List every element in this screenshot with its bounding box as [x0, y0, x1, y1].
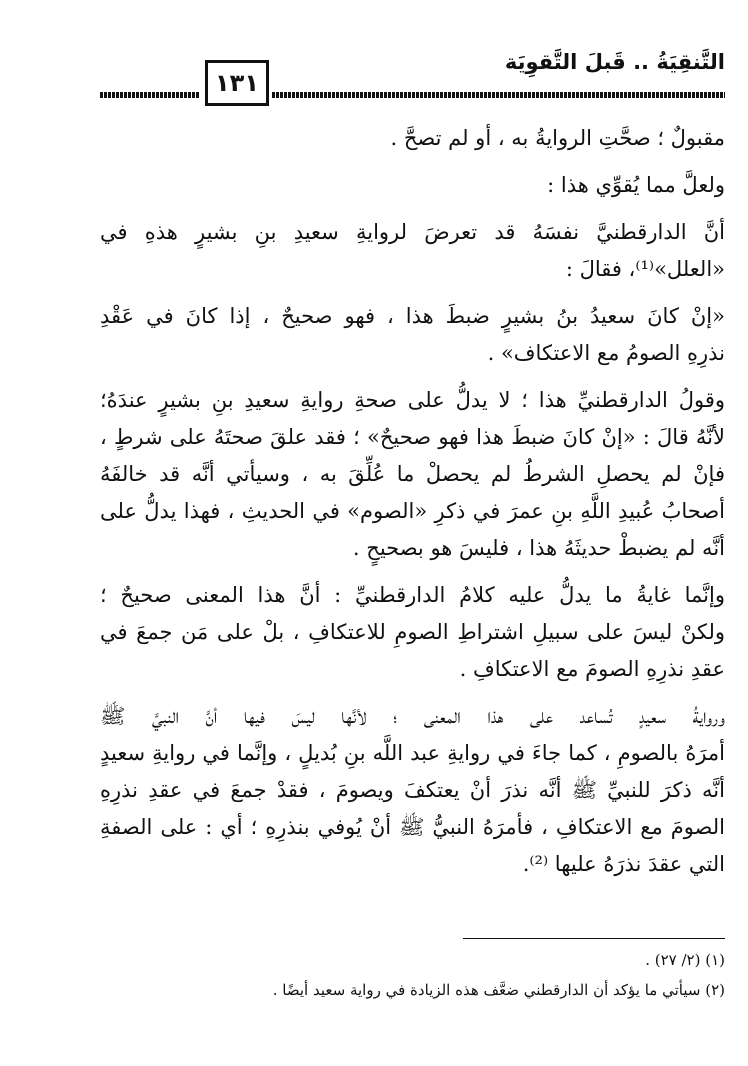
text-line: مقبولٌ ؛ صحَّتِ الروايةُ به ، أو لم تصحَّ . — [390, 126, 725, 150]
text-line: «العلل»⁽¹⁾، فقالَ : — [565, 257, 725, 281]
text-line: أنَّه ذكرَ للنبيِّ ﷺ أنَّه نذرَ أنْ يعتكفَ ويصومَ ، فقدْ جمعَ في عقدِ نذرِهِ — [100, 778, 725, 802]
footnote-separator — [463, 938, 725, 939]
paragraph — [100, 577, 725, 688]
text-line: لأنَّهُ قالَ : «إنْ كانَ ضبطَ هذا فهو صحيحٌ» ؛ فقد علقَ صحتَهُ على شرطٍ ، — [100, 425, 725, 449]
footnotes — [100, 945, 725, 1005]
paragraph — [100, 167, 725, 204]
header-rule-right — [272, 92, 725, 98]
paragraph — [100, 698, 725, 883]
text-line: أصحابُ عُبيدِ اللَّهِ بنِ عمرَ في ذكرِ «الصوم» في الحديثِ ، فهذا يدلُّ على — [100, 499, 725, 523]
body-text — [100, 120, 725, 893]
text-line: أنَّ الدارقطنيَّ نفسَهُ قد تعرضَ لروايةِ سعيدِ بنِ بشيرٍ هذهِ في — [100, 220, 725, 244]
text-line: «إنْ كانَ سعيدُ بنُ بشيرٍ ضبطَ هذا ، فهو صحيحٌ ، إذا كانَ في عَقْدِ — [100, 304, 725, 328]
page-header — [100, 40, 725, 110]
text-line: فإنْ لم يحصلِ الشرطُ لم يحصلْ ما عُلِّقَ به ، وسيأتي أنَّه قد خالفَهُ — [100, 462, 725, 486]
text-line: ولكنْ ليسَ على سبيلِ اشتراطِ الصومِ للاعتكافِ ، بلْ على مَن جمعَ في — [100, 620, 725, 644]
page-number: ١٣١ — [205, 60, 269, 106]
paragraph — [100, 120, 725, 157]
text-line: أنَّه لم يضبطْ حديثَهُ هذا ، فليسَ هو بصحيحٍ . — [352, 536, 725, 560]
paragraph — [100, 382, 725, 567]
footnote-1: (١) (٢/ ٢٧) . — [645, 951, 725, 969]
paragraph — [100, 298, 725, 372]
text-line: الصومَ مع الاعتكافِ ، فأمرَهُ النبيُّ ﷺ أنْ يُوفي بنذرِهِ ؛ أي : على الصفةِ — [100, 815, 725, 839]
text-line: نذرِهِ الصومُ مع الاعتكاف» . — [487, 341, 725, 365]
text-line: عقدِ نذرِهِ الصومَ مع الاعتكافِ . — [459, 657, 725, 681]
text-line: ولعلَّ مما يُقوِّي هذا : — [547, 173, 725, 197]
text-line: وإنَّما غايةُ ما يدلُّ عليه كلامُ الدارقطنيِّ : أنَّ هذا المعنى صحيحٌ ؛ — [100, 583, 725, 607]
running-title: التَّنقِيَةُ .. قَبلَ التَّقوِيَة — [504, 50, 725, 74]
header-rule-left — [100, 92, 200, 98]
text-line: وقولُ الدارقطنيِّ هذا ؛ لا يدلُّ على صحةِ روايةِ سعيدِ بنِ بشيرٍ عندَهُ؛ — [100, 388, 725, 412]
text-line: أمرَهُ بالصومِ ، كما جاءَ في روايةِ عبد اللَّه بنِ بُديلٍ ، وإنَّما في روايةِ سعيدٍ — [100, 741, 725, 765]
text-line: وروايةُ سعيدٍ تُساعد على هذا المعنى ؛ لأنَّها ليسَ فيها أنَّ النبيَّ ﷺ — [100, 704, 725, 728]
text-line: التي عقدَ نذرَهُ عليها ⁽²⁾. — [522, 852, 725, 876]
paragraph — [100, 214, 725, 288]
footnote-2: (٢) سيأتي ما يؤكد أن الدارقطني ضعَّف هذه الزيادة في رواية سعيد أيضًا . — [272, 981, 725, 999]
